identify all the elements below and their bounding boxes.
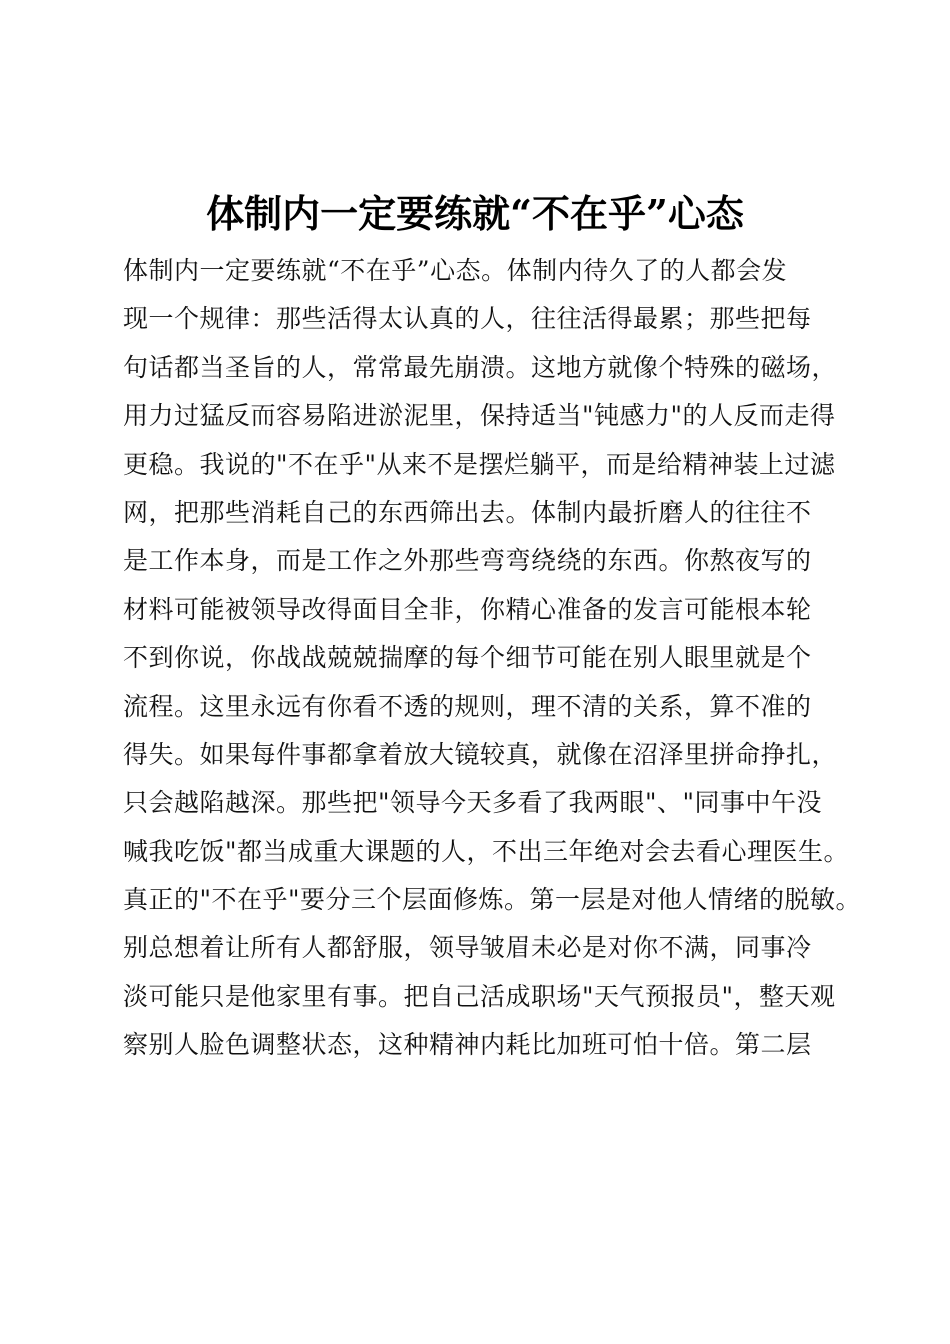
body-text xyxy=(123,247,923,1070)
text-line: 真正的"不在乎"要分三个层面修炼。第一层是对他人情绪的脱敏。 xyxy=(123,885,862,915)
text-line: 用力过猛反而容易陷进淤泥里，保持适当"钝感力"的人反而走得 xyxy=(123,401,836,431)
text-line: 别总想着让所有人都舒服，领导皱眉未必是对你不满，同事冷 xyxy=(123,933,812,963)
text-line: 网，把那些消耗自己的东西筛出去。体制内最折磨人的往往不 xyxy=(123,497,812,527)
text-line: 材料可能被领导改得面目全非，你精心准备的发言可能根本轮 xyxy=(123,594,812,624)
text-line: 流程。这里永远有你看不透的规则，理不清的关系，算不准的 xyxy=(123,691,812,721)
text-line: 喊我吃饭"都当成重大课题的人，不出三年绝对会去看心理医生。 xyxy=(123,836,850,866)
text-line: 淡可能只是他家里有事。把自己活成职场"天气预报员"，整天观 xyxy=(123,981,836,1011)
text-line: 不到你说，你战战兢兢揣摩的每个细节可能在别人眼里就是个 xyxy=(123,643,812,673)
text-line: 更稳。我说的"不在乎"从来不是摆烂躺平，而是给精神装上过滤 xyxy=(123,449,836,479)
text-line: 现一个规律：那些活得太认真的人，往往活得最累；那些把每 xyxy=(123,304,812,334)
text-line: 是工作本身，而是工作之外那些弯弯绕绕的东西。你熬夜写的 xyxy=(123,546,812,576)
text-line: 得失。如果每件事都拿着放大镜较真，就像在沼泽里拼命挣扎， xyxy=(123,739,838,769)
text-line: 察别人脸色调整状态，这种精神内耗比加班可怕十倍。第二层 xyxy=(123,1030,812,1060)
text-line: 体制内一定要练就“不在乎”心态。体制内待久了的人都会发 xyxy=(123,256,788,285)
document-title: 体制内一定要练就“不在乎”心态 xyxy=(206,191,744,236)
text-line: 句话都当圣旨的人，常常最先崩溃。这地方就像个特殊的磁场， xyxy=(123,352,838,382)
text-line: 只会越陷越深。那些把"领导今天多看了我两眼"、"同事中午没 xyxy=(123,788,822,818)
